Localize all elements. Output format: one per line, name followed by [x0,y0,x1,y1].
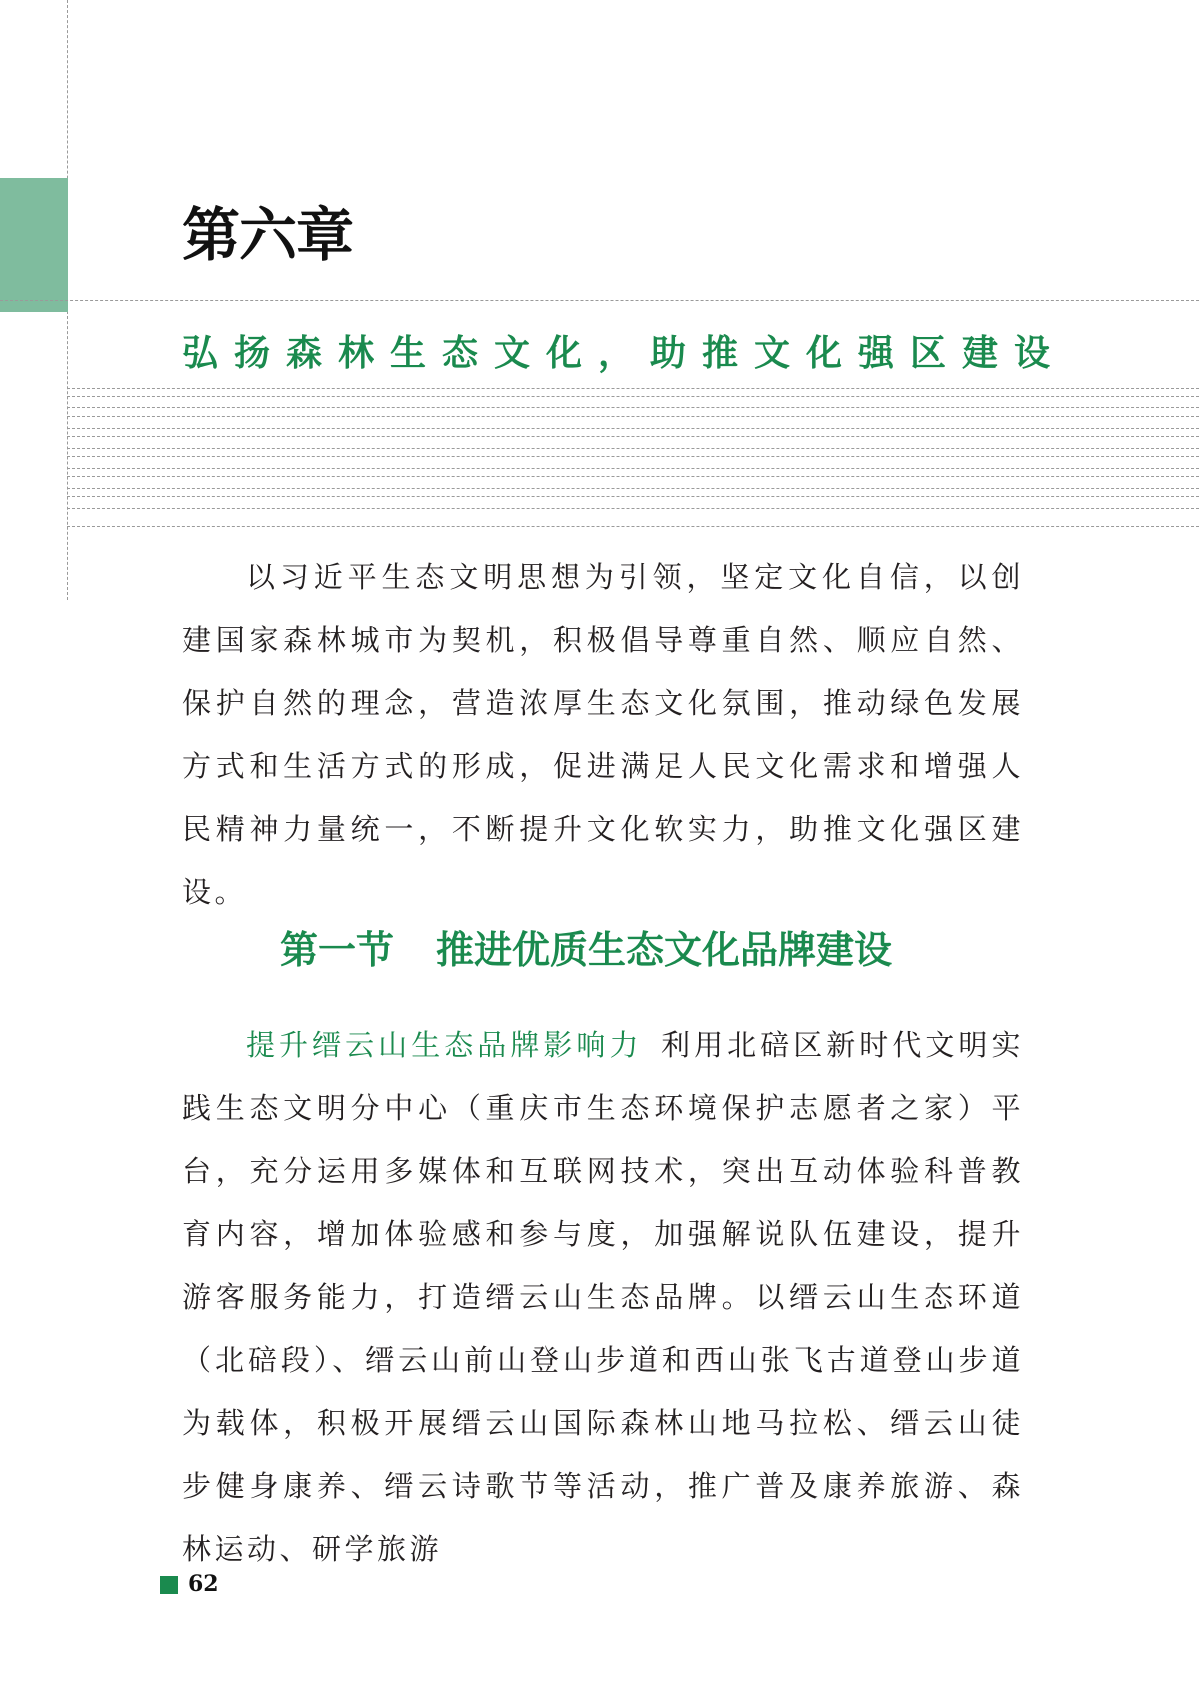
page-number: 62 [188,1571,219,1597]
section-heading [280,925,892,975]
chapter-color-tab [0,178,68,312]
paragraph-lead-heading: 提升缙云山生态品牌影响力 [246,1028,643,1062]
paragraph-body: 利用北碚区新时代文明实践生态文明分中心（重庆市生态环境保护志愿者之家）平台，充分运用多媒体和互联网技术，突出互动体验科普教育内容，增加体验感和参与度，加强解说队伍建设，提升游客服务能力，打造缙云山生态品牌。以缙云山生态环道（北碚段）、缙云山前山登山步道和西山张飞古道登山步道为载体，积极开展缙云山国际森林山地马拉松、缙云山徒步健身康养、缙云诗歌节等活动，推广普及康养旅游、森林运动、研学旅游 [182,1028,1024,1566]
dashed-rule [67,456,1199,457]
page-marker-square [160,1576,178,1594]
dashed-rule [67,396,1199,397]
dashed-rule [67,526,1199,527]
dashed-rule [67,407,1199,408]
chapter-subtitle: 弘扬森林生态文化，助推文化强区建设 [182,333,1067,374]
dashed-rule [67,428,1199,429]
dashed-rule [67,476,1199,477]
dashed-rule [67,496,1199,497]
intro-paragraph: 以习近平生态文明思想为引领，坚定文化自信，以创建国家森林城市为契机，积极倡导尊重自然、顺应自然、保护自然的理念，营造浓厚生态文化氛围，推动绿色发展方式和生活方式的形成，促进满足人民文化需求和增强人民精神力量统一，不断提升文化软实力，助推文化强区建设。 [182,560,1024,909]
dashed-rule [67,388,1199,389]
chapter-title: 第六章 [182,201,354,269]
dashed-rule [0,300,1199,301]
dashed-rule [67,468,1199,469]
section-paragraph [182,1014,1024,1581]
dashed-rule [67,508,1199,509]
dashed-rule [67,488,1199,489]
section-title: 推进优质生态文化品牌建设 [436,928,893,972]
dashed-rule [67,416,1199,417]
section-number: 第一节 [280,928,395,972]
dashed-rule [67,436,1199,437]
dashed-rule [67,448,1199,449]
